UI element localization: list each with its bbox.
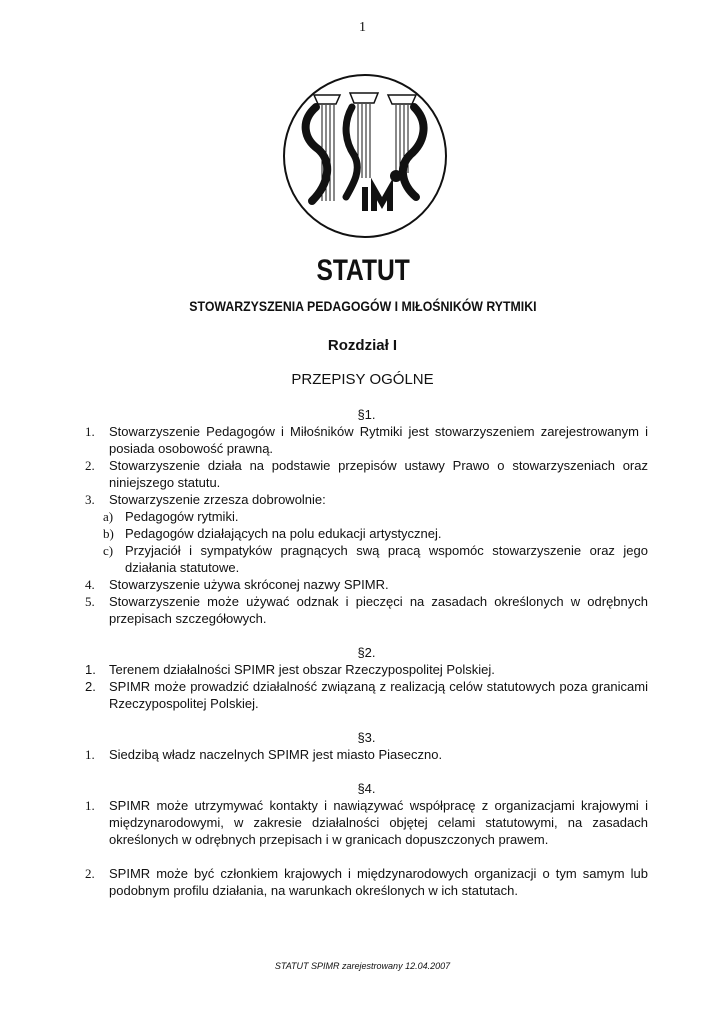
- list-item: [85, 576, 648, 593]
- item-text: Pedagogów działających na polu edukacji artystycznej.: [125, 526, 442, 541]
- item-text: Stowarzyszenie działa na podstawie przepisów ustawy Prawo o stowarzyszeniach oraz niniejszego statutu.: [109, 458, 648, 490]
- item-number: 2.: [85, 679, 96, 694]
- item-text: Stowarzyszenie używa skróconej nazwy SPIMR.: [109, 577, 389, 592]
- item-number: 1.: [85, 662, 96, 677]
- list-item: [85, 678, 648, 712]
- page-number: 1: [359, 20, 366, 35]
- item-text: Stowarzyszenie może używać odznak i pieczęci na zasadach określonych w odrębnych przepisach szczegółowych.: [109, 594, 648, 626]
- list-item: [85, 661, 648, 678]
- item-text: Siedzibą władz naczelnych SPIMR jest miasto Piaseczno.: [109, 747, 443, 762]
- item-number: 2.: [85, 866, 95, 881]
- item-text: SPIMR może utrzymywać kontakty i nawiązywać współpracę z organizacjami krajowymi i międzynarodowymi, w zakresie działalności objętej celami statutowymi, na zasadach określonych w odrębnych przepisach i w granicach dopuszczonych prawem.: [109, 798, 648, 847]
- item-number: 1.: [85, 424, 95, 439]
- item-text: Terenem działalności SPIMR jest obszar Rzeczypospolitej Polskiej.: [109, 662, 495, 677]
- item-letter: a): [103, 509, 114, 524]
- item-text: Stowarzyszenie zrzesza dobrowolnie:: [109, 492, 326, 507]
- document-title: STATUT: [316, 254, 410, 287]
- list-item: [85, 865, 648, 899]
- item-number: 4.: [85, 577, 95, 592]
- paragraph-3-title: §3.: [357, 730, 376, 745]
- list-item: [85, 797, 648, 848]
- item-text: Przyjaciół i sympatyków pragnących swą pracą wspomóc stowarzyszenie oraz jego działania statutowe.: [125, 543, 648, 575]
- item-number: 3.: [85, 492, 95, 507]
- list-item: [85, 457, 648, 491]
- section-heading: PRZEPISY OGÓLNE: [291, 371, 434, 388]
- sub-list-item: [103, 508, 648, 525]
- list-item: [85, 423, 648, 457]
- statute-body: [85, 406, 648, 899]
- document-subtitle: STOWARZYSZENIA PEDAGOGÓW I MIŁOŚNIKÓW RYTMIKI: [189, 298, 537, 314]
- page-footer: STATUT SPIMR zarejestrowany 12.04.2007: [274, 961, 451, 971]
- item-number: 1.: [85, 798, 95, 813]
- list-item: [85, 593, 648, 627]
- item-text: SPIMR może być członkiem krajowych i międzynarodowych organizacji o tym samym lub podobnym profilu działania, na warunkach określonych w ich statutach.: [109, 866, 648, 898]
- list-item: [85, 746, 648, 763]
- chapter-heading: Rozdział I: [327, 337, 398, 354]
- item-text: Pedagogów rytmiki.: [125, 509, 239, 524]
- item-letter: b): [103, 526, 114, 541]
- item-number: 1.: [85, 747, 95, 762]
- item-number: 2.: [85, 458, 95, 473]
- list-item: [85, 491, 648, 508]
- paragraph-2-title: §2.: [357, 645, 376, 660]
- spimr-logo: [282, 73, 448, 239]
- item-number: 5.: [85, 594, 95, 609]
- paragraph-4-title: §4.: [357, 781, 376, 796]
- sub-list-item: [103, 542, 648, 576]
- paragraph-1-title: §1.: [357, 407, 376, 422]
- item-text: SPIMR może prowadzić działalność związaną z realizacją celów statutowych poza granicami Rzeczypospolitej Polskiej.: [109, 679, 648, 711]
- item-letter: c): [103, 543, 114, 558]
- item-text: Stowarzyszenie Pedagogów i Miłośników Rytmiki jest stowarzyszeniem zarejestrowanym i posiada osobowość prawną.: [109, 424, 648, 456]
- sub-list-item: [103, 525, 648, 542]
